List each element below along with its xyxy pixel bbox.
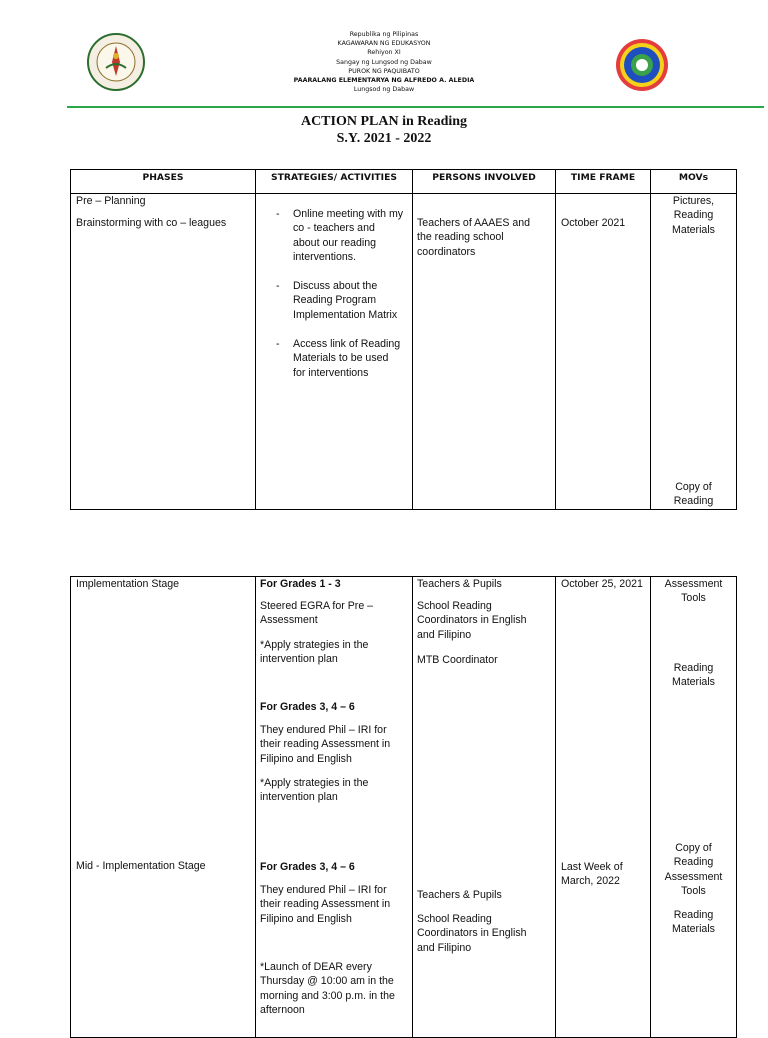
activity-text — [260, 599, 373, 628]
phase-pre-planning: Pre – Planning — [76, 195, 146, 207]
table-row — [71, 194, 737, 510]
activity-line: Thursday @ 10:00 am in the — [260, 975, 394, 988]
grade-group-heading: For Grades 1 - 3 — [260, 578, 341, 590]
activity-line: Online meeting with my — [293, 208, 404, 220]
activity-text — [260, 883, 390, 926]
grade-group-heading: For Grades 3, 4 – 6 — [260, 701, 355, 713]
letterhead-line: Sangay ng Lungsod ng Dabaw — [336, 58, 432, 66]
persons-line: Teachers of AAAES and — [417, 217, 531, 229]
movs-line: Materials — [672, 923, 715, 936]
persons-line: and Filipino — [417, 941, 472, 954]
persons-involved: Teachers & Pupils — [417, 578, 502, 590]
activity-text — [260, 776, 368, 805]
persons-line: Coordinators in English — [417, 927, 527, 940]
table-header-row — [71, 170, 737, 194]
activity-item — [276, 207, 411, 265]
persons-line: and Filipino — [417, 628, 472, 641]
persons-involved — [417, 216, 530, 259]
letterhead — [0, 30, 768, 94]
activity-line: interventions. — [293, 251, 357, 264]
activity-item — [276, 337, 411, 380]
activity-line: intervention plan — [260, 791, 338, 804]
letterhead-line: KAGAWARAN NG EDUKASYON — [337, 40, 431, 48]
persons-involved — [417, 912, 527, 955]
persons-line: School Reading — [417, 913, 492, 925]
movs-list — [651, 577, 736, 606]
sub-phase-brainstorming: Brainstorming with co – leagues — [76, 217, 227, 229]
activity-line: They endured Phil – IRI for — [260, 884, 387, 896]
activity-line: about our reading — [293, 236, 377, 249]
movs-line: Materials — [672, 676, 715, 689]
movs-line: Assessment — [664, 578, 723, 590]
bullet-dash: - — [276, 208, 280, 220]
activity-line: Assessment — [260, 614, 318, 627]
movs-line: Copy of — [675, 842, 712, 854]
activity-line: Discuss about the — [293, 280, 378, 292]
activity-line: Steered EGRA for Pre – — [260, 600, 374, 612]
movs-line: Reading — [673, 856, 714, 869]
activity-line: for interventions — [293, 366, 369, 379]
movs-line: Reading — [673, 909, 714, 921]
school-year: S.Y. 2021 - 2022 — [336, 131, 432, 146]
movs-line: Tools — [681, 592, 706, 605]
activity-line: *Apply strategies in the — [260, 777, 369, 789]
movs-list — [651, 194, 736, 237]
bullet-dash: - — [276, 280, 280, 292]
activity-line: Filipino and English — [260, 912, 352, 925]
time-frame: October 2021 — [561, 217, 626, 229]
activity-line: morning and 3:00 p.m. in the — [260, 989, 395, 1002]
activity-line: Filipino and English — [260, 752, 352, 765]
persons-line: School Reading — [417, 600, 492, 612]
persons-line: the reading school — [417, 231, 504, 244]
movs-list — [651, 908, 736, 937]
header-time-frame: TIME FRAME — [556, 170, 651, 194]
grade-group-heading: For Grades 3, 4 – 6 — [260, 861, 355, 873]
letterhead-line: Republika ng Pilipinas — [349, 31, 419, 38]
persons-involved: Teachers & Pupils — [417, 889, 502, 901]
movs-line: Materials — [672, 223, 715, 236]
persons-involved: MTB Coordinator — [417, 654, 498, 666]
table-row — [71, 577, 737, 1038]
school-name: PAARALANG ELEMENTARYA NG ALFREDO A. ALEDIA — [293, 77, 475, 85]
activity-line: They endured Phil – IRI for — [260, 724, 387, 736]
persons-involved — [417, 599, 527, 642]
activity-line: co - teachers and — [293, 222, 375, 235]
header-persons: PERSONS INVOLVED — [413, 170, 556, 194]
activity-line: afternoon — [260, 1004, 305, 1017]
movs-list — [651, 480, 736, 509]
movs-line: Reading — [673, 662, 714, 674]
action-plan-table-2 — [70, 576, 737, 1038]
movs-list — [651, 661, 736, 690]
time-frame-line: March, 2022 — [561, 875, 620, 888]
header-phases: PHASES — [71, 170, 256, 194]
activity-line: Materials to be used — [293, 352, 389, 365]
activity-line: *Launch of DEAR every — [260, 961, 372, 973]
activity-line: Reading Program — [293, 294, 377, 307]
movs-list — [651, 841, 736, 899]
persons-line: Coordinators in English — [417, 614, 527, 627]
bullet-dash: - — [276, 338, 280, 350]
movs-line: Pictures, — [672, 195, 715, 207]
time-frame-line: Last Week of — [561, 861, 623, 873]
activity-text — [260, 960, 395, 1018]
activity-line: Access link of Reading — [293, 338, 401, 350]
document-title: ACTION PLAN in Reading — [300, 114, 468, 129]
phase-mid-implementation: Mid - Implementation Stage — [76, 860, 206, 872]
movs-line: Copy of — [675, 481, 712, 493]
header-strategies: STRATEGIES/ ACTIVITIES — [256, 170, 413, 194]
activity-line: Implementation Matrix — [293, 308, 398, 321]
activity-text — [260, 723, 390, 766]
header-divider — [67, 106, 764, 108]
letterhead-line: Rehiyon XI — [367, 49, 401, 57]
activity-line: their reading Assessment in — [260, 898, 391, 911]
action-plan-table-1 — [70, 169, 737, 510]
movs-line: Reading — [673, 495, 714, 508]
header-movs: MOVs — [651, 170, 737, 194]
phase-implementation: Implementation Stage — [76, 578, 180, 590]
activity-line: intervention plan — [260, 653, 338, 666]
activity-item — [276, 279, 411, 322]
activity-text — [260, 638, 368, 667]
persons-line: coordinators — [417, 245, 476, 258]
movs-line: Reading — [673, 209, 714, 222]
letterhead-line: PUROK NG PAQUIBATO — [348, 67, 420, 75]
activity-line: their reading Assessment in — [260, 738, 391, 751]
letterhead-line: Lungsod ng Dabaw — [353, 86, 415, 94]
movs-line: Assessment — [664, 870, 723, 883]
time-frame: October 25, 2021 — [561, 578, 643, 590]
time-frame — [561, 860, 623, 889]
movs-line: Tools — [681, 885, 706, 898]
activity-line: *Apply strategies in the — [260, 639, 369, 651]
